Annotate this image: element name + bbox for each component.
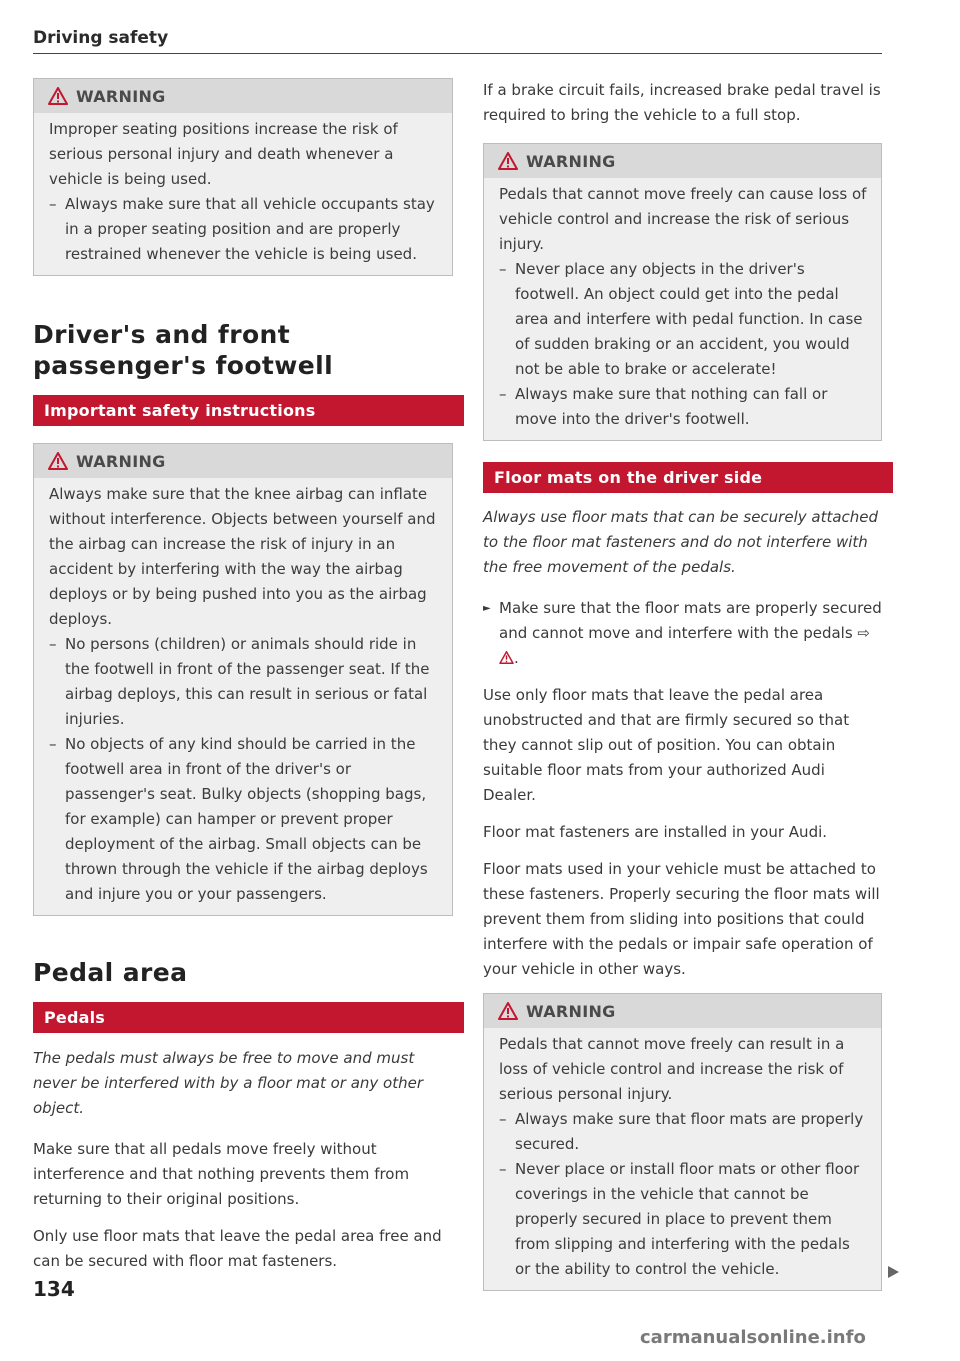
warning-triangle-icon bbox=[48, 452, 68, 470]
subheading-pedals: Pedals bbox=[33, 1002, 464, 1033]
warning-triangle-icon bbox=[48, 87, 68, 105]
instruction-step bbox=[483, 596, 882, 671]
warning-label: WARNING bbox=[526, 151, 616, 171]
warning-intro: Always make sure that the knee airbag can inflate without interference. Objects between yourself and the airbag can increase the risk of injury in an accident by interfering with the way the airbag deploys or by being pushed into you as the airbag deploys. bbox=[49, 485, 436, 628]
warning-body bbox=[34, 478, 452, 915]
heading-pedal-area: Pedal area bbox=[33, 958, 188, 987]
floormats-paragraph: Floor mat fasteners are installed in your Audi. bbox=[483, 823, 828, 841]
warning-header bbox=[484, 994, 881, 1028]
warning-list-item: – No objects of any kind should be carried in the footwell area in front of the driver's or passenger's seat. Bulky objects (shopping bags, for example) can hamper or prevent proper deployment of the airbag. Small objects can be thrown through the vehicle if the airbag deploys and injure you or your passengers. bbox=[49, 735, 428, 903]
warning-header bbox=[34, 79, 452, 113]
warning-item-text: No objects of any kind should be carried in the footwell area in front of the driver's or passenger's seat. Bulky objects (shopping bags, for example) can hamper or prevent proper deployment of the airbag. Small objects can be thrown through the vehicle if the airbag deploys and injure you or your passengers. bbox=[65, 735, 428, 903]
warning-triangle-icon bbox=[499, 651, 514, 664]
warning-list-item: – Always make sure that all vehicle occupants stay in a proper seating position and are properly restrained whenever the vehicle is being used. bbox=[49, 195, 435, 263]
warning-list-item: – Always make sure that nothing can fall or move into the driver's footwell. bbox=[499, 385, 828, 428]
warning-list-item: – Never place or install floor mats or other floor coverings in the vehicle that cannot be properly secured in place to prevent them from slipping and interfering with the pedals or the ability to control the vehicle. bbox=[499, 1160, 860, 1278]
warning-list-item: – Always make sure that floor mats are properly secured. bbox=[499, 1110, 864, 1153]
warning-intro: Pedals that cannot move freely can result in a loss of vehicle control and increase the risk of serious personal injury. bbox=[499, 1035, 845, 1103]
warning-box-pedals bbox=[483, 143, 882, 441]
warning-list-item: – Never place any objects in the driver's footwell. An object could get into the pedal area and interfere with pedal function. In case of sudden braking or an accident, you would not be able to brake or accelerate! bbox=[499, 260, 863, 378]
watermark: carmanualsonline.info bbox=[640, 1327, 866, 1348]
warning-body bbox=[34, 113, 452, 275]
step-text: Make sure that the floor mats are properly secured and cannot move and interfere with the pedals bbox=[499, 599, 882, 642]
brake-text: If a brake circuit fails, increased brake pedal travel is required to bring the vehicle to a full stop. bbox=[483, 81, 881, 124]
warning-label: WARNING bbox=[76, 86, 166, 106]
warning-item-text: No persons (children) or animals should ride in the footwell in front of the passenger seat. If the airbag deploys, this can result in serious or fatal injuries. bbox=[65, 635, 430, 728]
warning-item-text: Always make sure that all vehicle occupants stay in a proper seating position and are properly restrained whenever the vehicle is being used. bbox=[65, 195, 435, 263]
floormats-text bbox=[483, 505, 882, 982]
subheading-floor-mats: Floor mats on the driver side bbox=[483, 462, 893, 493]
warning-item-text: Always make sure that floor mats are properly secured. bbox=[515, 1110, 864, 1153]
floormats-paragraph: Use only floor mats that leave the pedal area unobstructed and that are firmly secured so that they cannot slip out of position. You can obtain suitable floor mats from your authorized Audi Dealer. bbox=[483, 686, 850, 804]
warning-list-item: – No persons (children) or animals should ride in the footwell in front of the passenger seat. If the airbag deploys, this can result in serious or fatal injuries. bbox=[49, 635, 430, 728]
section-header: Driving safety bbox=[33, 28, 169, 48]
header-divider bbox=[33, 53, 882, 54]
floormats-paragraph: Floor mats used in your vehicle must be attached to these fasteners. Properly securing the floor mats will prevent them from sliding into positions that could interfere with the pedals or impair safe operation of your vehicle in other ways. bbox=[483, 860, 880, 978]
floormats-intro: Always use floor mats that can be securely attached to the floor mat fasteners and do not interfere with the free movement of the pedals. bbox=[483, 508, 879, 576]
warning-label: WARNING bbox=[76, 451, 166, 471]
cross-reference-link[interactable]: ⇨ . bbox=[499, 624, 875, 667]
warning-item-text: Never place or install floor mats or other floor coverings in the vehicle that cannot be properly secured in place to prevent them from slipping and interfering with the pedals or the ability to control the vehicle. bbox=[515, 1160, 860, 1278]
step-arrow-icon: ► bbox=[483, 603, 491, 614]
warning-triangle-icon bbox=[498, 1002, 518, 1020]
pedals-paragraph: Make sure that all pedals move freely without interference and that nothing prevents them from returning to their original positions. bbox=[33, 1140, 410, 1208]
pedals-paragraph: Only use floor mats that leave the pedal area free and can be secured with floor mat fasteners. bbox=[33, 1227, 442, 1270]
warning-intro: Pedals that cannot move freely can cause loss of vehicle control and increase the risk of serious injury. bbox=[499, 185, 867, 253]
warning-header bbox=[484, 144, 881, 178]
warning-body bbox=[484, 1028, 881, 1290]
warning-header bbox=[34, 444, 452, 478]
warning-body bbox=[484, 178, 881, 440]
warning-item-text: Never place any objects in the driver's footwell. An object could get into the pedal area and interfere with pedal function. In case of sudden braking or an accident, you would not be able to brake or accelerate! bbox=[515, 260, 863, 378]
pedals-intro: The pedals must always be free to move and must never be interfered with by a floor mat or any other object. bbox=[33, 1049, 424, 1117]
subheading-important-safety: Important safety instructions bbox=[33, 395, 464, 426]
warning-box-knee-airbag bbox=[33, 443, 453, 916]
page-number: 134 bbox=[33, 1277, 75, 1301]
warning-triangle-icon bbox=[498, 152, 518, 170]
warning-intro: Improper seating positions increase the risk of serious personal injury and death whenever a vehicle is being used. bbox=[49, 120, 398, 188]
warning-box-seating bbox=[33, 78, 453, 276]
heading-footwell: Driver's and front passenger's footwell bbox=[33, 320, 334, 380]
pedals-text bbox=[33, 1046, 453, 1274]
cross-reference-arrow-icon: ⇨ bbox=[857, 624, 870, 642]
continue-arrow-icon bbox=[888, 1266, 899, 1278]
warning-label: WARNING bbox=[526, 1001, 616, 1021]
warning-box-floor-mats bbox=[483, 993, 882, 1291]
warning-item-text: Always make sure that nothing can fall or move into the driver's footwell. bbox=[515, 385, 828, 428]
